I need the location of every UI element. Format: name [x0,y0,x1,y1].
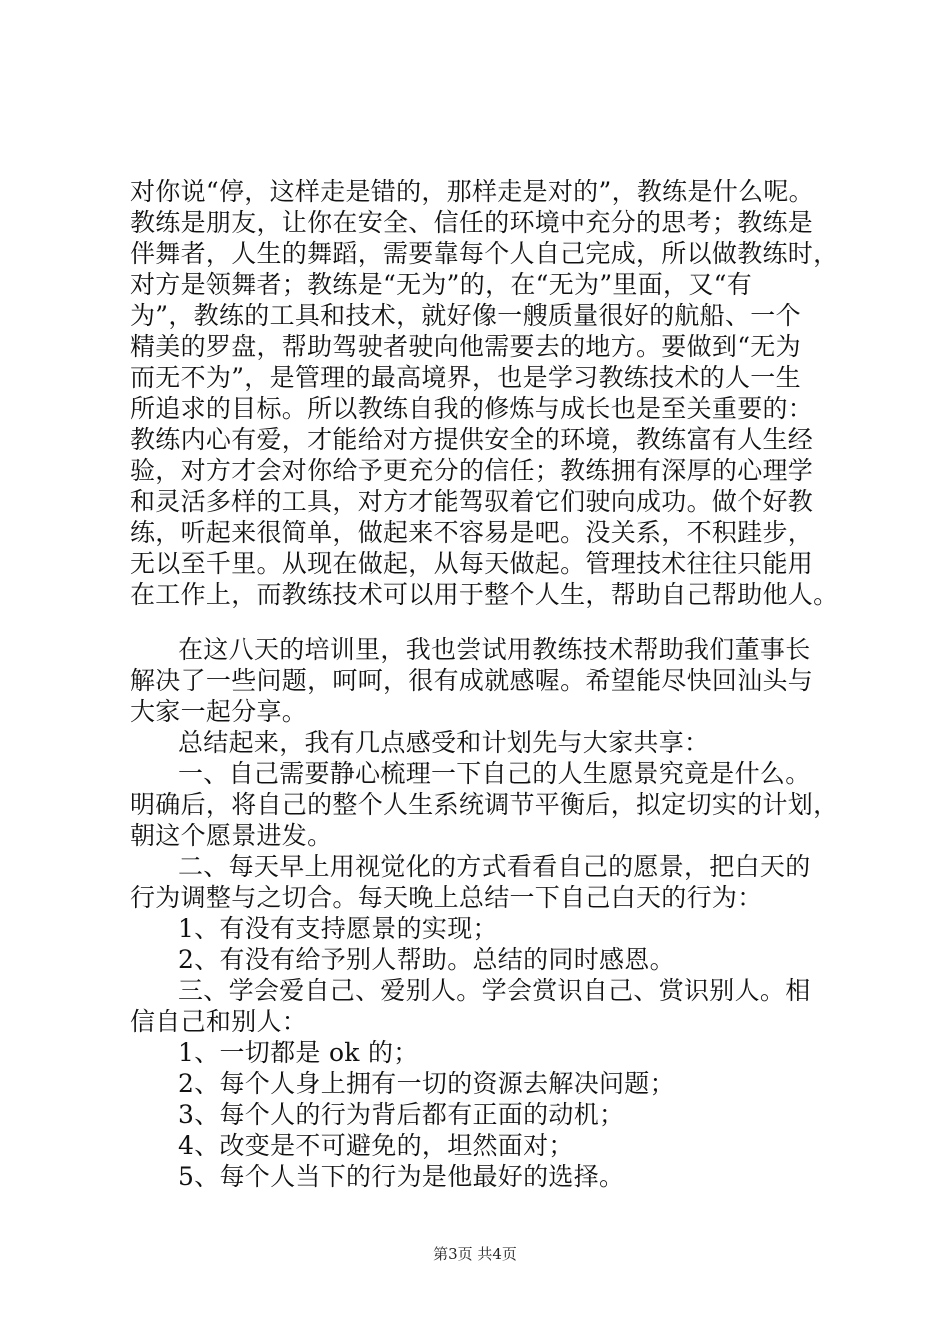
point2-item: 2、有没有给予别人帮助。总结的同时感恩。 [178,945,675,974]
page-number-footer: 第3页 共4页 [433,1245,517,1263]
point3-item: 5、每个人当下的行为是他最好的选择。 [178,1162,625,1191]
paragraph1-line: 和灵活多样的工具，对方才能驾驭着它们驶向成功。做个好教 [130,487,814,516]
point2-line: 行为调整与之切合。每天晚上总结一下自己白天的行为： [130,883,763,912]
point3-item: 4、改变是不可避免的，坦然面对； [178,1131,574,1160]
point2-line: 二、每天早上用视觉化的方式看看自己的愿景，把白天的 [178,852,811,881]
point3-line: 三、学会爱自己、爱别人。学会赏识自己、赏识别人。相 [178,976,811,1005]
paragraph1-line: 对方是领舞者；教练是“无为”的，在“无为”里面，又“有 [130,270,753,299]
paragraph1-line: 练，听起来很简单，做起来不容易是吧。没关系，不积跬步， [130,518,814,547]
paragraph1-line: 为”，教练的工具和技术，就好像一艘质量很好的航船、一个 [130,301,801,330]
paragraph1-line: 所追求的目标。所以教练自我的修炼与成长也是至关重要的： [130,394,814,423]
point1-line: 朝这个愿景进发。 [130,821,333,850]
point3-line: 信自己和别人： [130,1007,308,1036]
paragraph1-line: 教练是朋友，让你在安全、信任的环境中充分的思考；教练是 [130,208,814,237]
paragraph1-line: 教练内心有爱，才能给对方提供安全的环境，教练富有人生经 [130,425,814,454]
point2-item: 1、有没有支持愿景的实现； [178,914,498,943]
paragraph1-line: 在工作上，而教练技术可以用于整个人生，帮助自己帮助他人。 [130,580,839,609]
paragraph2-line: 在这八天的培训里，我也尝试用教练技术帮助我们董事长 [178,635,811,664]
point3-item: 2、每个人身上拥有一切的资源去解决问题； [178,1069,675,1098]
paragraph2-line: 大家一起分享。 [130,697,308,726]
point3-item: 1、一切都是 ok 的； [178,1038,419,1067]
point3-item: 3、每个人的行为背后都有正面的动机； [178,1100,625,1129]
summary-intro: 总结起来，我有几点感受和计划先与大家共享： [178,728,710,757]
paragraph1-line: 精美的罗盘，帮助驾驶者驶向他需要去的地方。要做到“无为 [130,332,801,361]
point1-line: 一、自己需要静心梳理一下自己的人生愿景究竟是什么。 [178,759,811,788]
paragraph1-line: 对你说“停，这样走是错的，那样走是对的”，教练是什么呢。 [130,177,814,206]
paragraph1-line: 而无不为”，是管理的最高境界，也是学习教练技术的人一生 [130,363,801,392]
paragraph1-line: 无以至千里。从现在做起，从每天做起。管理技术往往只能用 [130,549,814,578]
paragraph1-line: 验，对方才会对你给予更充分的信任；教练拥有深厚的心理学 [130,456,814,485]
point1-line: 明确后，将自己的整个人生系统调节平衡后，拟定切实的计划， [130,790,839,819]
paragraph1-line: 伴舞者，人生的舞蹈，需要靠每个人自己完成，所以做教练时， [130,239,839,268]
paragraph2-line: 解决了一些问题，呵呵，很有成就感喔。希望能尽快回汕头与 [130,666,814,695]
